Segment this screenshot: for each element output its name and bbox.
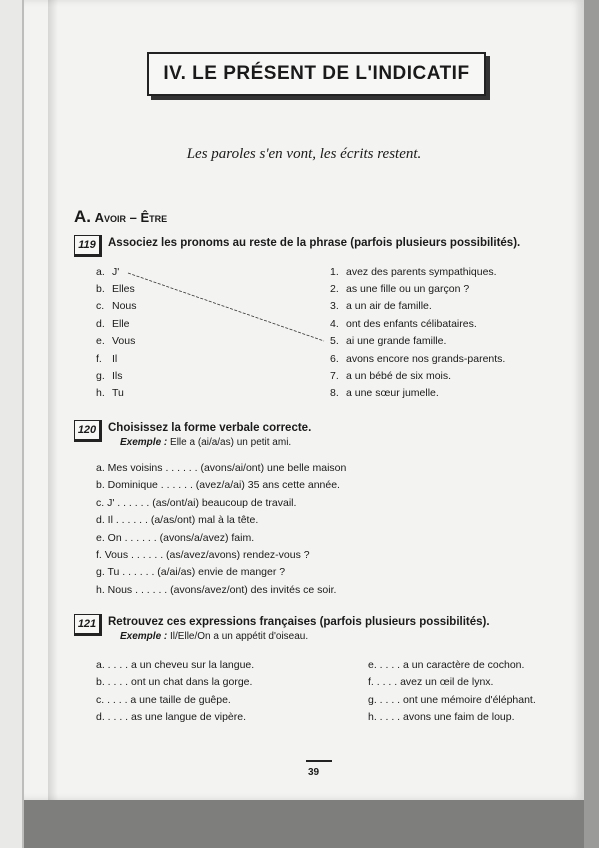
list-item: 8. a une sœur jumelle. [330, 387, 439, 399]
list-item: h. Nous . . . . . . (avons/avez/ont) des invités ce soir. [96, 584, 337, 596]
list-item: 4. ont des enfants célibataires. [330, 318, 477, 330]
exercise-instruction: Associez les pronoms au reste de la phrase (parfois plusieurs possibilités). [108, 237, 521, 249]
list-item: d. Il . . . . . . (a/as/ont) mal à la tête. [96, 514, 259, 526]
exercise-example [108, 437, 311, 448]
list-item: a. Mes voisins . . . . . . (avons/ai/ont) une belle maison [96, 462, 347, 474]
section-letter: A. [74, 207, 91, 226]
exercise-number: 120 [74, 420, 102, 442]
list-item: h. Tu [96, 387, 124, 399]
scan-bottom-shadow [24, 800, 584, 848]
list-item: 5. ai une grande famille. [330, 335, 447, 347]
exercise-text-block [108, 614, 490, 642]
exercise-text-block [108, 420, 311, 448]
list-item: e. Vous [96, 335, 136, 347]
list-item: d. . . . . as une langue de vipère. [96, 711, 247, 723]
list-item: c. Nous [96, 300, 137, 312]
page-number: 39 [308, 767, 320, 778]
list-item: 1. avez des parents sympathiques. [330, 266, 497, 278]
list-item: 7. a un bébé de six mois. [330, 370, 452, 382]
book-page [24, 0, 584, 800]
list-item: e. On . . . . . . (avons/a/avez) faim. [96, 532, 255, 544]
list-item: b. Dominique . . . . . . (avez/a/ai) 35 ans cette année. [96, 479, 340, 491]
example-label: Exemple : [120, 437, 168, 448]
list-item: h. . . . . avons une faim de loup. [368, 711, 515, 723]
example-text: Elle a (ai/a/as) un petit ami. [170, 437, 292, 448]
exercise-instruction: Choisissez la forme verbale correcte. [108, 422, 312, 434]
list-item: b. Elles [96, 283, 135, 295]
exercise-instruction: Retrouvez ces expressions françaises (parfois plusieurs possibilités). [108, 616, 490, 628]
scan-right-margin [584, 0, 599, 848]
exercise-number: 119 [74, 235, 102, 257]
chapter-title: IV. LE PRÉSENT DE L'INDICATIF [147, 52, 486, 96]
section-name: Avoir – Être [94, 210, 168, 225]
page-number-rule [306, 760, 332, 762]
example-text: Il/Elle/On a un appétit d'oiseau. [170, 631, 309, 642]
list-item: f. Vous . . . . . . (as/avez/avons) rendez-vous ? [96, 549, 310, 561]
exercise-example [108, 631, 490, 642]
example-label: Exemple : [120, 631, 168, 642]
list-item: a. . . . . a un cheveu sur la langue. [96, 659, 255, 671]
list-item: b. . . . . ont un chat dans la gorge. [96, 676, 253, 688]
list-item: f. . . . . avez un œil de lynx. [368, 676, 494, 688]
exercise-120-header [74, 420, 311, 448]
list-item: e. . . . . a un caractère de cochon. [368, 659, 525, 671]
list-item: c. . . . . a une taille de guêpe. [96, 694, 231, 706]
list-item: g. Ils [96, 370, 123, 382]
list-item: c. J' . . . . . . (as/ont/ai) beaucoup de travail. [96, 497, 297, 509]
list-item: f. Il [96, 353, 118, 365]
list-item: 3. a un air de famille. [330, 300, 432, 312]
list-item: 2. as une fille ou un garçon ? [330, 283, 470, 295]
scan-left-margin [0, 0, 22, 848]
list-item: d. Elle [96, 318, 130, 330]
list-item: 6. avons encore nos grands-parents. [330, 353, 506, 365]
exercise-number: 121 [74, 614, 102, 636]
exercise-121-header [74, 614, 490, 642]
connector-line [128, 273, 324, 341]
list-item: g. Tu . . . . . . (a/ai/as) envie de manger ? [96, 566, 286, 578]
list-item: g. . . . . ont une mémoire d'éléphant. [368, 694, 536, 706]
proverb: Les paroles s'en vont, les écrits restent. [186, 146, 422, 162]
list-item: a. J' [96, 266, 120, 278]
